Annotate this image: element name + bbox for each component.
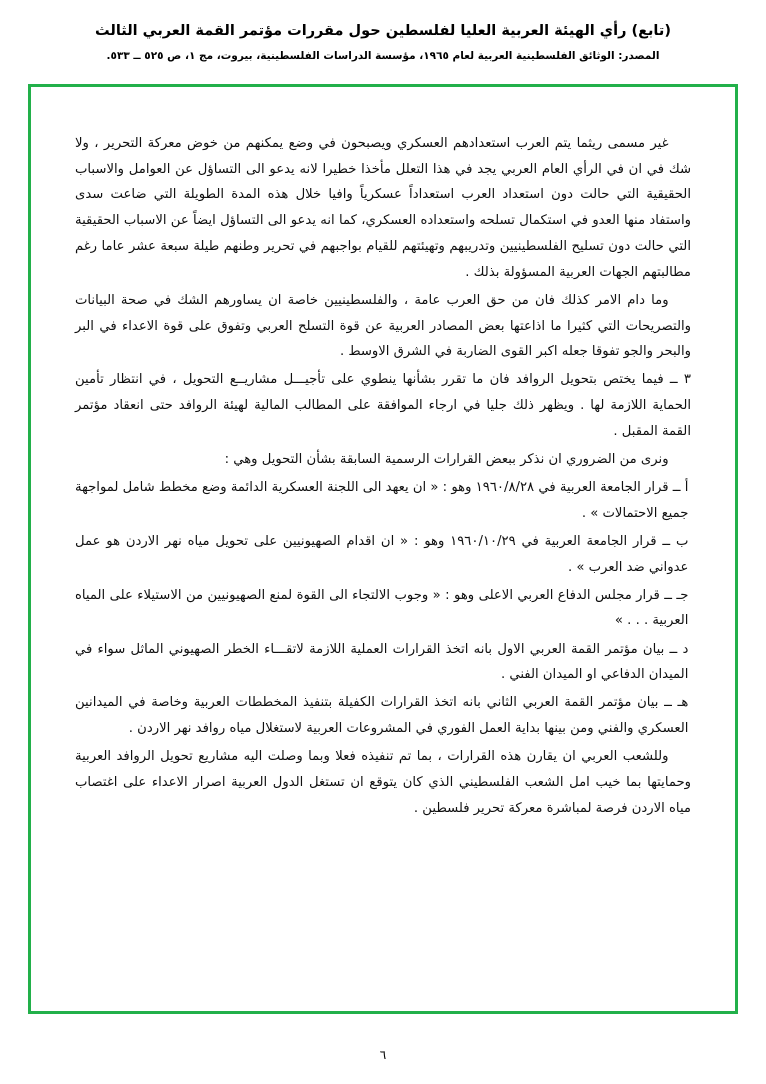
- paragraph: غير مسمى ريثما يتم العرب استعدادهم العسكري ويصبحون في وضع يمكنهم من خوض معركة التحرير ، ولا شك في ان في الرأي العام العربي يجد في هذا التعلل مأخذا خطيرا لانه يدعو الى التساؤل عن العوامل والاسباب الحقيقية التي حالت دون استعداد العرب استعداداً عسكرياً وافيا خلال هذه المدة الطويلة التي ضاعت سدى واستفاد منها العدو في استكمال تسلحه واستعداده العسكري، كما انه يدعو الى التساؤل ايضاً عن الاسباب الحقيقية التي حالت دون تسليح الفلسطينيين وتدريبهم وتهيئتهم للقيام بواجبهم في تحرير وطنهم طيلة سبعة عشر عاما رغم مطالبتهم الجهات العربية المسؤولة بذلك .: [75, 136, 691, 280]
- paragraph: وللشعب العربي ان يقارن هذه القرارات ، بما تم تنفيذه فعلا وبما وصلت اليه مشاريع تحويل الروافد العربية وحمايتها بما خيب امل الشعب الفلسطيني الذي كان يتوقع ان تستغل الدول العربية اصرار الاعداء على اغتصاب مياه الاردن فرصة لمباشرة معركة تحرير فلسطين .: [75, 749, 691, 816]
- content-frame: [28, 84, 738, 1014]
- list-item: هـ ــ بيان مؤتمر القمة العربي الثاني بانه اتخذ القرارات الكفيلة بتنفيذ المخططات العربية وخاصة في الميدانين العسكري والفني ومن بينها بداية العمل الفوري في المشروعات العربية لاستغلال مياه روافد نهر الاردن .: [75, 695, 689, 737]
- paragraph: ونرى من الضروري ان نذكر ببعض القرارات الرسمية السابقة بشأن التحويل وهي :: [224, 451, 669, 467]
- paragraph: وما دام الامر كذلك فان من حق العرب عامة ، والفلسطينيين خاصة ان يساورهم الشك في صحة البيانات والتصريحات التي كثيرا ما اذاعتها بعض المصادر العربية عن قوة التسلح العربي وتفوق على قوة الاعداء في البر والبحر والجو تفوقا جعله اكبر القوى الضاربة في الشرق الاوسط .: [75, 292, 691, 360]
- source-line: المصدر: الوثائق الفلسطينية العربية لعام ١٩٦٥، مؤسسة الدراسات الفلسطينية، بيروت، مج ١، ص ٥٢٥ ــ ٥٣٣.: [106, 49, 660, 62]
- list-item: جـ ــ قرار مجلس الدفاع العربي الاعلى وهو : « وجوب الالتجاء الى القوة لمنع الصهيونيين من الاستيلاء على المياه العربية . . . »: [75, 587, 689, 629]
- document-body: [75, 131, 691, 824]
- paragraph: ٣ ــ فيما يختص بتحويل الروافد فان ما تقرر بشأنها ينطوي على تأجيـــل مشاريــع التحويل ، في انتظار تأمين الحماية اللازمة لها . ويظهر ذلك جليا في ارجاء الموافقة على المطالب المالية لهيئة الروافد حتى انعقاد مؤتمر القمة المقبل .: [75, 372, 691, 439]
- page-title: (تابع) رأي الهيئة العربية العليا لفلسطين حول مقررات مؤتمر القمة العربي الثالث: [95, 23, 671, 39]
- list-item: د ــ بيان مؤتمر القمة العربي الاول بانه اتخذ القرارات العملية اللازمة لاتقـــاء الخطر الصهيوني الماثل سواء في الميدان الدفاعي او الميدان الفني .: [75, 641, 689, 683]
- list-item: ب ــ قرار الجامعة العربية في ١٩٦٠/١٠/٢٩ وهو : « ان اقدام الصهيونيين على تحويل مياه نهر الاردن هو عمل عدواني ضد العرب » .: [75, 533, 689, 575]
- document-header: [0, 0, 766, 62]
- list-item: أ ــ قرار الجامعة العربية في ١٩٦٠/٨/٢٨ وهو : « ان يعهد الى اللجنة العسكرية الدائمة وضع مخطط شامل لمواجهة جميع الاحتمالات » .: [75, 480, 689, 521]
- page-number: ٦: [379, 1048, 387, 1062]
